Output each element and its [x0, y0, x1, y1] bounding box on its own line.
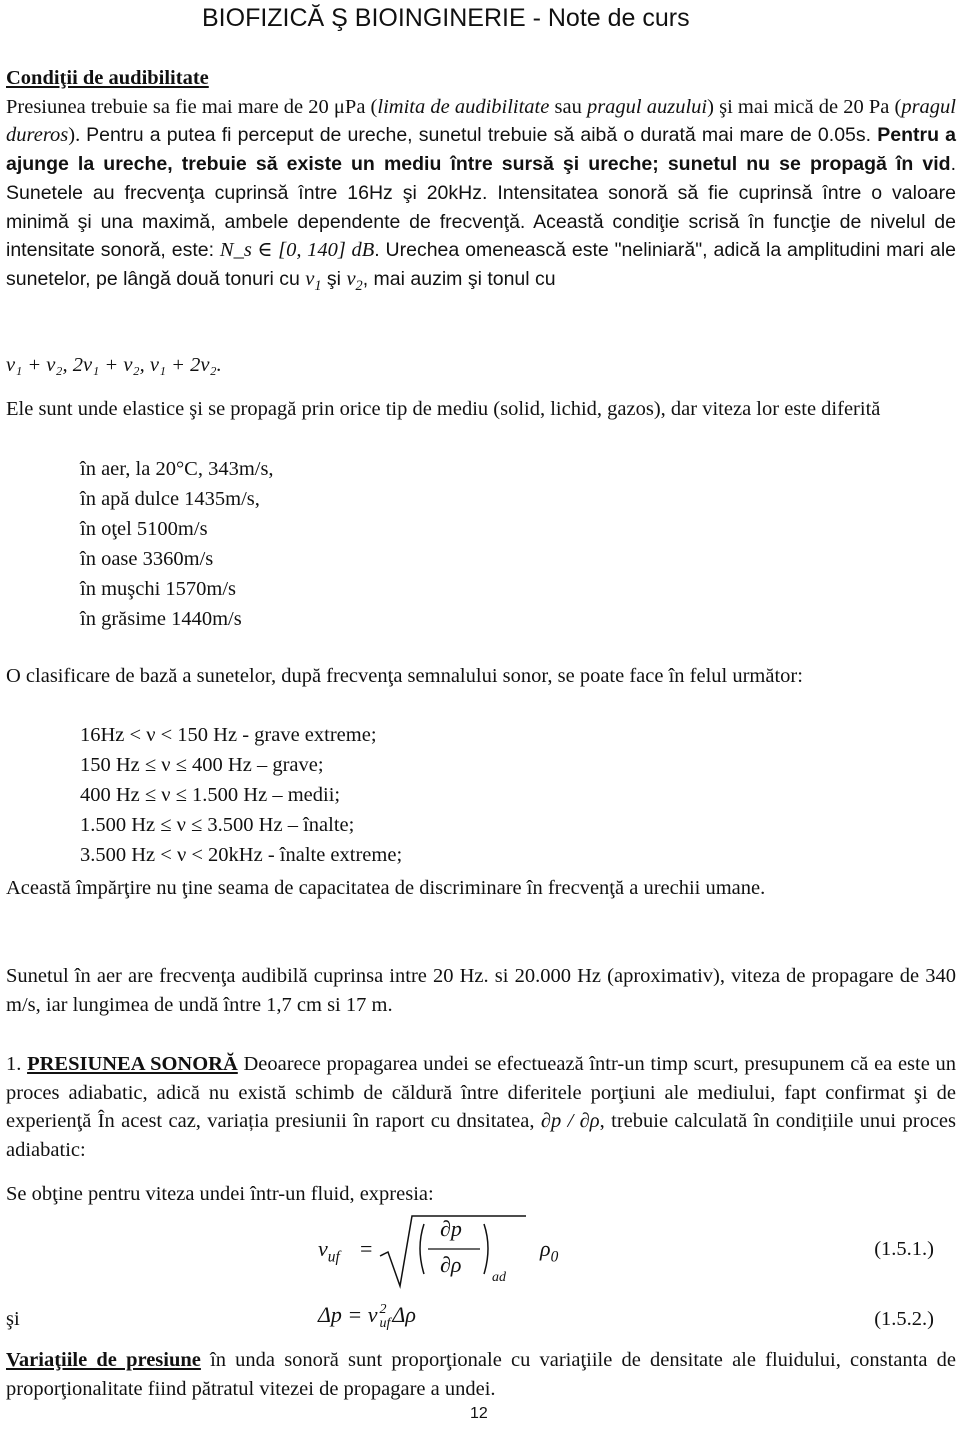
section-title: PRESIUNEA SONORĂ [27, 1053, 238, 1075]
equation-label: (1.5.2.) [874, 1308, 934, 1330]
eq2-scripts [380, 1303, 391, 1331]
text-run-italic: limita de audibilitate [377, 95, 550, 118]
section-number: 1. [6, 1053, 28, 1075]
list-item: în muşchi 1570m/s [80, 578, 237, 600]
frequency-classes [80, 720, 402, 870]
list-item: în apă dulce 1435m/s, [80, 488, 260, 510]
list-item: 1.500 Hz ≤ ν ≤ 3.500 Hz – înalte; [80, 814, 355, 836]
audibility-section [6, 64, 956, 301]
page-header: BIOFIZICĂ Ş BIOINGINERIE - Note de curs [202, 4, 690, 32]
text-run-sans: . Sunetele au frecvenţa cuprinsă între 16Hz şi 20kHz. Intensitatea sonoră să fie cuprinsă între o valoare minimă şi una maximă, ambele dependente de frecvenţă. [6, 153, 956, 233]
pressure-variation-paragraph [6, 1346, 956, 1403]
equation-label: (1.5.1.) [874, 1238, 934, 1260]
eq2-sup: 2 [379, 1301, 387, 1317]
text-run: , trebuie calculată în condițiile unui proces adiabatic: [6, 1110, 956, 1162]
text-run: în unda sonoră sunt proporţionale cu variaţiile de densitate ale fluidului, constanta de proporţionalitate fiind pătratul vitezei de propagare a undei. [6, 1349, 956, 1400]
equation-1-5-1 [318, 1212, 638, 1292]
text-run: sau [549, 95, 587, 118]
eq1-denominator: ∂ρ [440, 1252, 462, 1277]
list-item: în aer, la 20°C, 343m/s, [80, 458, 274, 480]
text-run-sans: Această condiţie scrisă în funcţie de nivelul de intensitate sonoră, este: [6, 210, 956, 262]
list-item: 150 Hz ≤ ν ≤ 400 Hz – grave; [80, 754, 324, 776]
text-run-sans: , mai auzim şi tonul cu [362, 267, 556, 290]
eq1-adiabatic-sub: ad [492, 1270, 506, 1285]
text-run-italic: pragul dureros [6, 95, 957, 147]
nu1-symbol: $\nu_1$ [305, 267, 322, 295]
discrimination-paragraph: Această împărţire nu ţine seama de capacitatea de discriminare în frecvenţă a urechii umane. [6, 877, 766, 899]
eq1-v-sub: uf [327, 1248, 340, 1266]
eq2-lhs: Δp = v [318, 1302, 378, 1327]
text-run: Deoarece propagarea undei se efectuează într-un timp scurt, presupunem că ea este un proces adiabatic, adică nu există schimb de căldură între diferitele porţiuni ale mediului, fapt confirmat şi de experienţă În acest caz, variația presiunii în raport cu dnsitatea, [6, 1053, 957, 1133]
eq1-rho-sub: 0 [550, 1248, 559, 1266]
classification-intro: O clasificare de bază a sunetelor, după frecvenţa semnalului sonor, se poate face în felul următor: [6, 665, 803, 687]
eq1-velocity [318, 1236, 340, 1266]
propagation-paragraph: Ele sunt unde elastice şi se propagă prin orice tip de mediu (solid, lichid, gazos), dar viteza lor este diferită [6, 398, 881, 420]
eq1-v: v [318, 1236, 328, 1261]
pressure-derivative: ∂p / ∂ρ [540, 1110, 600, 1133]
eq2-rhs: Δρ [392, 1302, 416, 1327]
text-run-sans: Pentru a putea fi perceput de ureche, sunetul trebuie să aibă o durată mai mare de 0.05s. [86, 124, 878, 147]
list-item: în oţel 5100m/s [80, 518, 208, 540]
text-run: Presiunea trebuie sa fie mai mare de 20 μPa ( [6, 95, 378, 118]
text-run-bold: Pentru a ajunge la ureche, trebuie să existe un mediu între sursă şi ureche; sunetul nu se propagă în vid [6, 124, 957, 176]
fluid-intro: Se obţine pentru viteza undei într-un fluid, expresia: [6, 1183, 434, 1205]
list-item: în oase 3360m/s [80, 548, 214, 570]
list-item: 400 Hz ≤ ν ≤ 1.500 Hz – medii; [80, 784, 341, 806]
intensity-formula: N_s ∈ [0, 140] dB [219, 239, 375, 262]
text-run: ). [68, 124, 87, 147]
eq2-prefix: şi [6, 1308, 20, 1330]
list-item: 16Hz < ν < 150 Hz - grave extreme; [80, 724, 377, 746]
list-item: în grăsime 1440m/s [80, 608, 242, 630]
speed-list [80, 454, 274, 634]
list-item: 3.500 Hz < ν < 20kHz - înalte extreme; [80, 844, 403, 866]
equation-1-5-2 [318, 1302, 416, 1331]
eq2-sub: uf [379, 1315, 391, 1331]
text-run-sans: . Urechea omenească este "neliniară", adică la amplitudini mari ale sunetelor, pe lângă două tonuri cu [6, 239, 956, 290]
eq1-equals: = [360, 1236, 373, 1261]
text-run-italic: pragul auzului [586, 95, 708, 118]
nu2-symbol: $\nu_2$ [346, 267, 363, 295]
audibility-paragraph [6, 93, 956, 301]
air-sound-paragraph: Sunetul în aer are frecvenţa audibilă cuprinsa intre 20 Hz. si 20.000 Hz (aproximativ), viteza de propagare de 340 m/s, iar lungimea de undă între 1,7 cm si 17 m. [6, 965, 956, 1016]
combination-tones: ν₁ + ν₂, 2ν₁ + ν₂, ν₁ + 2ν₂. [6, 354, 222, 376]
section-title: Condiţii de audibilitate [6, 67, 209, 89]
eq1-numerator: ∂p [440, 1216, 462, 1241]
page-number: 12 [470, 1405, 488, 1422]
text-run-sans: şi [321, 267, 347, 290]
pressure-section [6, 1050, 956, 1165]
eq1-rho: ρ [540, 1236, 551, 1261]
eq1-density [540, 1236, 558, 1266]
term-highlight: Variaţiile de presiune [6, 1349, 201, 1371]
text-run: ) şi mai mică de 20 Pa ( [707, 95, 902, 118]
